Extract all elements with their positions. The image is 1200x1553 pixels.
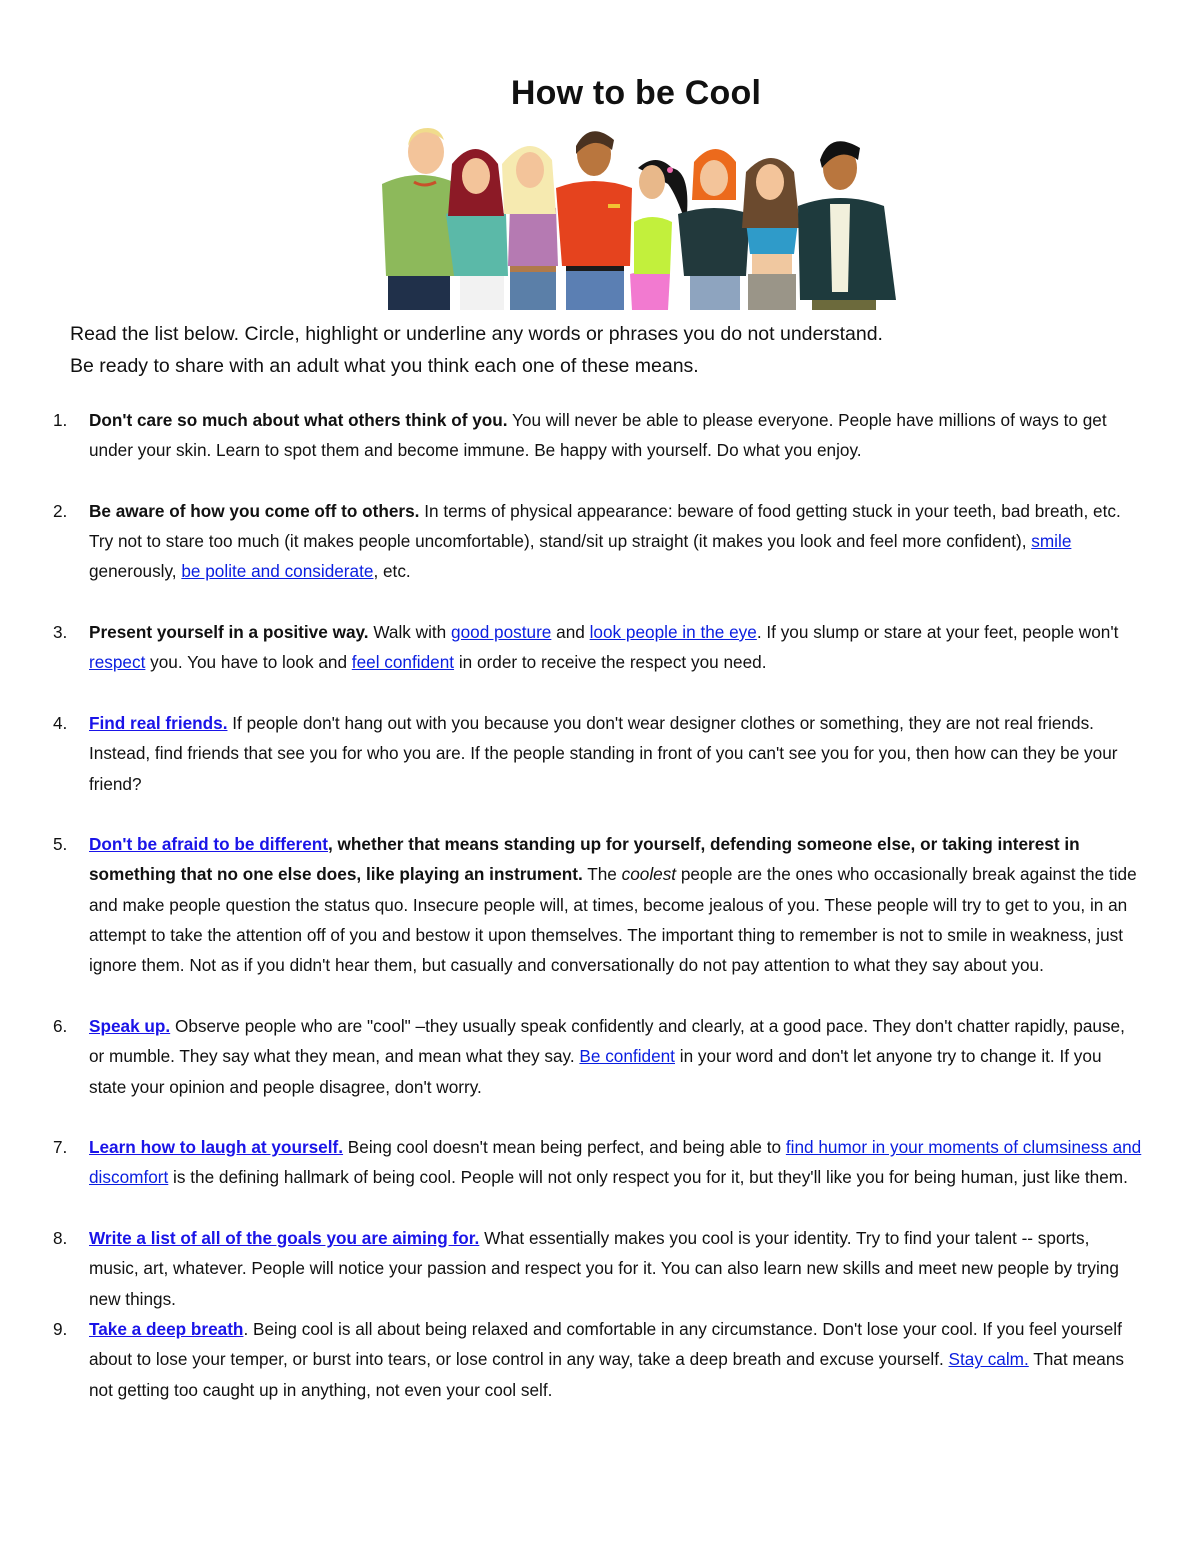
item-text: you. You have to look and [145, 652, 352, 673]
item-body: You will never be able to please everyone. People have millions of ways to get under your skin. Learn to spot them and become immune. Be happy with yourself. Do what you enjoy. [89, 410, 1107, 461]
item-heading: Don't care so much about what others think of you. [89, 410, 508, 430]
item-text: Observe people who are "cool" –they usually speak confidently and clearly, at a good pace. They don't chatter rapidly, pause, or mumble. They say what they mean, and mean what they say. [89, 1015, 1125, 1067]
item-number: 1. [53, 410, 68, 430]
link-find-real-friends[interactable]: Find real friends. [89, 712, 228, 733]
item-body: What essentially makes you cool is your identity. Try to find your talent -- sports, music, art, whatever. People will notice your passion and respect you for it. You can also learn new skills and meet new people by trying new things. [89, 1228, 1119, 1309]
link-dont-be-afraid[interactable]: Don't be afraid to be different [89, 834, 328, 855]
instructions [70, 318, 1150, 382]
page-title: How to be Cool [510, 74, 762, 112]
link-write-list-of-goals[interactable]: Write a list of all of the goals you are aiming for. [89, 1228, 480, 1249]
link-speak-up[interactable]: Speak up. [89, 1015, 171, 1036]
item-number: 7. [53, 1137, 68, 1158]
item-heading: , whether that means standing up for yourself, defending someone else, or taking interest in something that no one else does, like playing an instrument. [89, 834, 1080, 885]
item-text: in order to receive the respect you need. [454, 652, 767, 673]
link-take-deep-breath[interactable]: Take a deep breath [89, 1318, 244, 1339]
list-item-4 [53, 708, 1143, 799]
item-number: 9. [53, 1318, 68, 1339]
item-text: . If you slump or stare at your feet, people won't [756, 622, 1119, 643]
item-number: 8. [53, 1228, 68, 1249]
list-spacer [53, 466, 1143, 496]
link-stay-calm[interactable]: Stay calm. [948, 1349, 1029, 1370]
list-spacer [53, 1193, 1143, 1223]
item-text: and [551, 622, 590, 643]
list-item-9 [53, 1314, 1143, 1405]
item-text: in your word and don't let anyone try to change it. If you state your opinion and people disagree, don't worry. [89, 1046, 1102, 1097]
item-text: . Being cool is all about being relaxed and comfortable in any circumstance. Don't lose your cool. If you feel yourself about to lose your temper, or burst into tears, or lose control in any way, take a deep breath and excuse yourself. [89, 1318, 1122, 1370]
link-good-posture[interactable]: good posture [451, 622, 552, 643]
item-text: Walk with [368, 622, 452, 643]
item-number: 5. [53, 834, 68, 855]
group-illustration [380, 124, 900, 310]
list-spacer [53, 587, 1143, 617]
link-find-humor[interactable]: find humor in your moments of clumsiness and discomfort [89, 1137, 1142, 1188]
item-text: , etc. [373, 561, 411, 582]
tips-list [53, 405, 1143, 1405]
list-spacer [53, 799, 1143, 829]
list-spacer [53, 1102, 1143, 1132]
item-number: 2. [53, 500, 68, 521]
list-item-2 [53, 496, 1143, 587]
item-text: generously, [89, 561, 182, 582]
list-item-1 [53, 405, 1143, 466]
item-body: If people don't hang out with you because you don't wear designer clothes or something, they are not real friends. Instead, find friends that see you for who you are. If the people standing in front of you can't see you for you, then how can they be your friend? [89, 712, 1118, 794]
instruction-line-1: Read the list below. Circle, highlight or underline any words or phrases you do not understand. [70, 323, 883, 345]
link-feel-confident[interactable]: feel confident [351, 652, 455, 673]
link-be-polite[interactable]: be polite and considerate [181, 561, 374, 582]
link-respect[interactable]: respect [89, 652, 146, 673]
item-number: 6. [53, 1015, 68, 1036]
item-text: That means not getting too caught up in anything, not even your cool self. [89, 1349, 1125, 1400]
item-heading: Present yourself in a positive way. [89, 622, 369, 643]
item-heading: Be aware of how you come off to others. [89, 500, 420, 521]
link-laugh-at-yourself[interactable]: Learn how to laugh at yourself. [89, 1137, 344, 1158]
item-number: 3. [53, 622, 68, 643]
link-be-confident[interactable]: Be confident [579, 1046, 675, 1067]
link-smile[interactable]: smile [1031, 531, 1072, 552]
list-spacer [53, 981, 1143, 1011]
list-item-8 [53, 1223, 1143, 1314]
item-text: Being cool doesn't mean being perfect, and being able to [343, 1137, 786, 1158]
item-emphasis: coolest [621, 864, 677, 885]
item-text: is the defining hallmark of being cool. People will not only respect you for it, but they'll like you for being human, just like them. [168, 1167, 1128, 1188]
link-look-people-in-eye[interactable]: look people in the eye [589, 622, 757, 643]
item-text: The [582, 864, 622, 885]
item-number: 4. [53, 712, 68, 733]
list-item-7 [53, 1132, 1143, 1193]
instruction-line-2: Be ready to share with an adult what you think each one of these means. [70, 355, 699, 377]
list-spacer [53, 678, 1143, 708]
list-item-5 [53, 829, 1143, 980]
item-text: In terms of physical appearance: beware of food getting stuck in your teeth, bad breath, etc. Try not to stare too much (it makes people uncomfortable), stand/sit up straight (it makes you look and feel more confident), [89, 500, 1121, 552]
list-item-3 [53, 617, 1143, 678]
item-text: people are the ones who occasionally break against the tide and make people question the status quo. Insecure people will, at times, become jealous of you. These people will try to get to you, in an attempt to take the attention off of you and bestow it upon themselves. The important thing to remember is not to smile in weakness, just ignore them. Not as if you didn't hear them, but casually and conversationally do not pay attention to what they say about you. [89, 864, 1137, 976]
people-group-icon [380, 124, 900, 310]
list-item-6 [53, 1011, 1143, 1102]
